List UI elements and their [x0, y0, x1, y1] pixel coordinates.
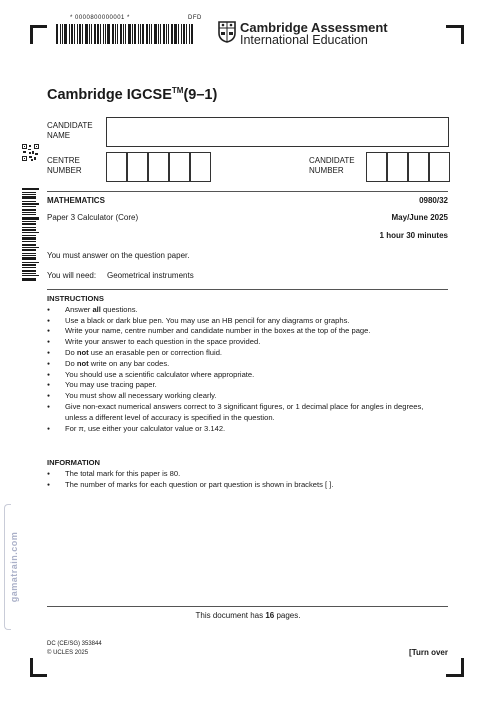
- barcode-bar: [103, 24, 104, 44]
- syllabus-code: 0980/32: [419, 196, 448, 205]
- barcode-bar: [77, 24, 78, 44]
- you-will-need-label: You will need:: [47, 271, 97, 280]
- barcode-bar: [151, 24, 152, 44]
- instruction-text: not: [76, 347, 89, 357]
- answer-on-paper-note: You must answer on the question paper.: [47, 251, 190, 260]
- barcode-bar: [138, 24, 139, 44]
- candidate-number-label-1: CANDIDATE: [309, 156, 355, 165]
- centre-number-label: [47, 156, 82, 176]
- barcode-bar: [105, 24, 106, 44]
- barcode-bar: [62, 24, 63, 44]
- candidate-number-label-2: NUMBER: [309, 166, 344, 175]
- instructions-heading: INSTRUCTIONS: [47, 294, 104, 303]
- logo-line-1: Cambridge Assessment: [240, 20, 388, 35]
- side-barcode-bar: [22, 194, 36, 195]
- instruction-text: You must show all necessary working clearly.: [65, 391, 217, 401]
- barcode-bar: [168, 24, 169, 44]
- side-barcode-bar: [22, 201, 36, 202]
- barcode-bar: [89, 24, 90, 44]
- instruction-item: [47, 402, 447, 424]
- instruction-item: [47, 348, 447, 359]
- side-barcode-bar: [22, 232, 39, 233]
- divider-top: [47, 191, 448, 192]
- barcode-bar: [160, 24, 161, 44]
- barcode-bar: [166, 24, 167, 44]
- barcode-suffix: DFD: [188, 15, 202, 21]
- barcode-bar: [149, 24, 150, 44]
- information-item: ● The number of marks for each question or part question is shown in brackets [ ].: [47, 480, 447, 491]
- centre-number-label-2: NUMBER: [47, 166, 82, 175]
- barcode-bar: [69, 24, 70, 44]
- information-item: ● The total mark for this paper is 80.: [47, 469, 447, 480]
- side-barcode-bar: [22, 275, 39, 276]
- barcode-bar: [146, 24, 148, 44]
- instruction-text: For π, use either your calculator value or 3.142.: [65, 423, 226, 433]
- divider-instructions: [47, 289, 448, 290]
- instruction-item: [47, 305, 447, 316]
- information-list: [47, 469, 447, 491]
- instruction-text: Do: [65, 358, 77, 368]
- instruction-text: Write your answer to each question in the space provided.: [65, 337, 261, 347]
- barcode-bar: [140, 24, 141, 44]
- crop-mark-bl-v: [30, 658, 33, 677]
- information-heading: INFORMATION: [47, 458, 101, 467]
- instruction-item: [47, 391, 447, 402]
- side-barcode-bar: [22, 241, 36, 242]
- barcode-bar: [82, 24, 83, 44]
- side-barcode-bar: [22, 206, 36, 207]
- candidate-number-cell[interactable]: [408, 152, 429, 182]
- barcode-bar: [158, 24, 159, 44]
- instruction-text: Use a black or dark blue pen. You may use an HB pencil for any diagrams or graphs.: [65, 315, 350, 325]
- instruction-item: [47, 337, 447, 348]
- side-barcode-bar: [22, 214, 36, 215]
- you-will-need-value: Geometrical instruments: [107, 271, 194, 280]
- instruction-text: write on any bar codes.: [88, 358, 170, 368]
- side-barcode-bar: [22, 244, 36, 246]
- instruction-item: [47, 326, 447, 337]
- side-barcode-bar: [22, 221, 36, 222]
- side-barcode-bar: [22, 264, 36, 266]
- instruction-text: Write your name, centre number and candidate number in the boxes at the top of the page.: [65, 326, 371, 336]
- instruction-text: use an erasable pen or correction fluid.: [88, 347, 223, 357]
- side-barcode-bar: [22, 209, 36, 211]
- candidate-number-label: [309, 156, 355, 176]
- barcode-bar: [154, 24, 157, 44]
- barcode-bar: [60, 24, 61, 44]
- qr-code: [22, 144, 39, 161]
- barcode-bar: [64, 24, 67, 44]
- exam-title: [47, 86, 217, 103]
- side-barcode-bar: [22, 257, 36, 260]
- paper-name: Paper 3 Calculator (Core): [47, 213, 139, 222]
- page-count-suffix: pages.: [274, 611, 301, 620]
- crop-mark-tr-v: [461, 25, 464, 44]
- instruction-text: Do: [65, 347, 77, 357]
- barcode-bar: [132, 24, 133, 44]
- barcode-bar: [97, 24, 99, 44]
- barcode-bar: [56, 24, 58, 44]
- barcode-bar: [142, 24, 144, 44]
- instruction-item: [47, 424, 447, 435]
- side-barcode-bar: [22, 237, 36, 240]
- instruction-text: You should use a scientific calculator where appropriate.: [65, 369, 255, 379]
- barcode-bar: [74, 24, 75, 44]
- candidate-number-cell[interactable]: [429, 152, 450, 182]
- page-count-number: 16: [265, 611, 275, 620]
- barcode-bar: [123, 24, 124, 44]
- instruction-item: [47, 316, 447, 327]
- barcode-bar: [189, 24, 190, 44]
- barcode-bar: [128, 24, 131, 44]
- side-barcode-bar: [22, 278, 36, 281]
- side-barcode-bar: [22, 247, 39, 248]
- candidate-number-cell[interactable]: [387, 152, 408, 182]
- page-count: [0, 611, 496, 621]
- centre-number-label-1: CENTRE: [47, 156, 80, 165]
- barcode-bar: [125, 24, 126, 44]
- instruction-text: Give non-exact numerical answers correct to 3 significant figures, or 1 decimal place for angles in degrees, unless a different level of accuracy is specified in the question.: [65, 401, 424, 422]
- exam-grade: (9–1): [183, 86, 218, 103]
- trademark: TM: [171, 86, 184, 95]
- side-barcode-bar: [22, 188, 39, 190]
- candidate-name-label-1: CANDIDATE: [47, 121, 93, 130]
- barcode-bar: [178, 24, 179, 44]
- barcode-bar: [94, 24, 96, 44]
- footer-copyright: © UCLES 2025: [47, 650, 89, 656]
- instructions-section: [47, 294, 447, 434]
- footer-ref: DC (CE/SG) 353844: [47, 641, 102, 647]
- barcode-bar: [91, 24, 92, 44]
- candidate-number-cell[interactable]: [366, 152, 387, 182]
- side-barcode-bar: [22, 212, 36, 213]
- top-barcode: [56, 24, 206, 44]
- barcode-bar: [191, 24, 193, 44]
- barcode-bar: [71, 24, 73, 44]
- instruction-text: not: [76, 358, 89, 368]
- centre-number-cell[interactable]: [190, 152, 211, 182]
- side-barcode-bar: [22, 235, 36, 236]
- candidate-name-label-2: NAME: [47, 131, 71, 140]
- crop-mark-br-v: [461, 658, 464, 677]
- side-barcode-bar: [22, 223, 36, 225]
- exam-duration: 1 hour 30 minutes: [379, 231, 448, 240]
- instruction-text: questions.: [100, 304, 138, 314]
- crop-mark-tl-v: [30, 25, 33, 44]
- side-barcode-bar: [22, 262, 39, 263]
- instruction-item: [47, 370, 447, 381]
- barcode-bar: [174, 24, 177, 44]
- side-barcode-bar: [22, 267, 36, 268]
- barcode-bar: [107, 24, 110, 44]
- barcode-bar: [181, 24, 182, 44]
- side-barcode-bar: [22, 192, 36, 193]
- side-barcode-bar: [22, 227, 36, 228]
- barcode-bar: [171, 24, 173, 44]
- barcode-bar: [112, 24, 114, 44]
- exam-title-text: Cambridge IGCSE: [47, 86, 172, 103]
- side-barcode-bar: [22, 253, 36, 254]
- barcode-bar: [134, 24, 136, 44]
- exam-session: May/June 2025: [391, 213, 448, 222]
- side-barcode-bar: [22, 273, 36, 274]
- barcode-bar: [115, 24, 116, 44]
- barcode-number: * 0000800000001 *: [70, 15, 130, 21]
- side-barcode-bar: [22, 196, 36, 199]
- turn-over: [Turn over: [409, 648, 448, 657]
- divider-footer: [47, 606, 448, 607]
- information-section: [47, 458, 447, 490]
- instruction-item: [47, 359, 447, 370]
- side-barcode-bar: [22, 217, 39, 220]
- instruction-text: all: [92, 304, 101, 314]
- side-barcode-bar: [22, 270, 36, 272]
- centre-number-cell[interactable]: [127, 152, 148, 182]
- cambridge-crest-icon: [218, 21, 236, 43]
- barcode-bar: [120, 24, 122, 44]
- candidate-name-label: [47, 121, 93, 141]
- logo-line-2: International Education: [240, 33, 368, 47]
- barcode-bar: [183, 24, 185, 44]
- barcode-bar: [79, 24, 81, 44]
- instruction-text: Answer: [65, 304, 93, 314]
- barcode-bar: [85, 24, 88, 44]
- page-count-prefix: This document has: [195, 611, 266, 620]
- instruction-text: You may use tracing paper.: [65, 380, 157, 390]
- instruction-item: [47, 380, 447, 391]
- subject: MATHEMATICS: [47, 196, 105, 205]
- side-barcode: [22, 188, 39, 280]
- candidate-name-field[interactable]: [106, 117, 449, 147]
- side-barcode-bar: [22, 249, 36, 251]
- instructions-list: [47, 305, 447, 435]
- barcode-bar: [186, 24, 187, 44]
- barcode-bar: [100, 24, 101, 44]
- side-barcode-bar: [22, 255, 36, 256]
- side-barcode-bar: [22, 229, 36, 231]
- centre-number-cell[interactable]: [106, 152, 127, 182]
- watermark-text: gamatrain.com: [9, 531, 19, 603]
- barcode-bar: [117, 24, 118, 44]
- centre-number-cell[interactable]: [169, 152, 190, 182]
- barcode-bar: [163, 24, 165, 44]
- side-barcode-bar: [22, 203, 39, 205]
- centre-number-cell[interactable]: [148, 152, 169, 182]
